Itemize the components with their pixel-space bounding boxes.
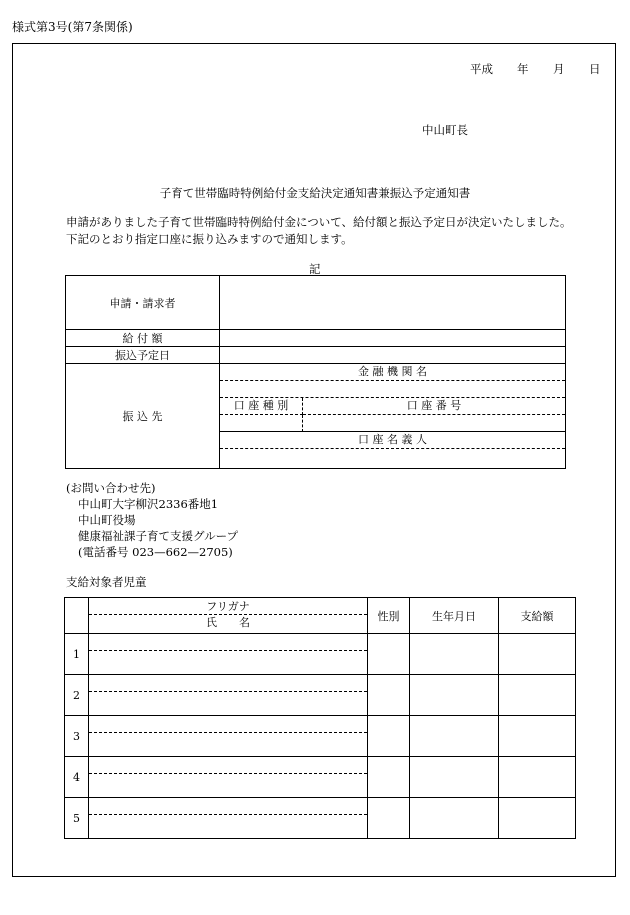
date-year: 年 bbox=[517, 62, 529, 76]
applicant-label: 申請・請求者 bbox=[66, 276, 220, 330]
row-number: 2 bbox=[65, 675, 89, 716]
contact-phone: (電話番号 023—662—2705) bbox=[78, 545, 233, 559]
child-gender-cell bbox=[368, 634, 410, 675]
child-birthdate-cell bbox=[410, 675, 499, 716]
bank-name-label: 金 融 機 関 名 bbox=[220, 364, 565, 381]
children-heading: 支給対象者児童 bbox=[66, 575, 147, 589]
ki-heading: 記 bbox=[309, 262, 321, 276]
child-name-cell bbox=[89, 716, 368, 757]
full-name-header: 氏 名 bbox=[206, 616, 250, 629]
child-gender-cell bbox=[368, 675, 410, 716]
child-gender-cell bbox=[368, 716, 410, 757]
name-header bbox=[89, 598, 368, 634]
child-birthdate-cell bbox=[410, 798, 499, 839]
number-header bbox=[65, 598, 89, 634]
body-line-1: 申請がありました子育て世帯臨時特例給付金について、給付額と振込予定日が決定いたしました。 bbox=[66, 215, 572, 229]
destination-details bbox=[220, 364, 566, 469]
payment-header: 支給額 bbox=[499, 598, 576, 634]
birthdate-header: 生年月日 bbox=[410, 598, 499, 634]
applicant-value bbox=[220, 276, 566, 330]
amount-value bbox=[220, 330, 566, 347]
child-birthdate-cell bbox=[410, 716, 499, 757]
child-birthdate-cell bbox=[410, 757, 499, 798]
account-number-label: 口 座 番 号 bbox=[303, 398, 565, 415]
account-holder-value bbox=[220, 449, 565, 467]
amount-label: 給 付 額 bbox=[66, 330, 220, 347]
main-info-table bbox=[65, 275, 566, 469]
account-type-label: 口 座 種 別 bbox=[220, 398, 303, 415]
child-payment-cell bbox=[499, 634, 576, 675]
date-era: 平成 bbox=[470, 62, 493, 76]
contact-department: 健康福祉課子育て支援グループ bbox=[78, 529, 239, 543]
child-name-cell bbox=[89, 757, 368, 798]
issuer-name: 中山町長 bbox=[422, 123, 468, 137]
child-payment-cell bbox=[499, 798, 576, 839]
child-gender-cell bbox=[368, 757, 410, 798]
contact-heading: (お問い合わせ先) bbox=[66, 481, 156, 495]
account-number-value bbox=[303, 415, 565, 432]
bank-name-value bbox=[220, 381, 565, 398]
child-name-cell bbox=[89, 675, 368, 716]
child-payment-cell bbox=[499, 675, 576, 716]
child-payment-cell bbox=[499, 757, 576, 798]
body-line-2: 下記のとおり指定口座に振り込みますので通知します。 bbox=[66, 232, 353, 246]
contact-office: 中山町役場 bbox=[78, 513, 136, 527]
transfer-date-value bbox=[220, 347, 566, 364]
gender-header: 性別 bbox=[368, 598, 410, 634]
row-number: 3 bbox=[65, 716, 89, 757]
date-day: 日 bbox=[589, 62, 601, 76]
document-title: 子育て世帯臨時特例給付金支給決定通知書兼振込予定通知書 bbox=[159, 186, 471, 200]
child-name-cell bbox=[89, 798, 368, 839]
destination-label: 振 込 先 bbox=[66, 364, 220, 469]
child-birthdate-cell bbox=[410, 634, 499, 675]
form-number-label: 様式第3号(第7条関係) bbox=[12, 20, 133, 34]
date-month: 月 bbox=[553, 62, 565, 76]
transfer-date-label: 振込予定日 bbox=[66, 347, 220, 364]
account-holder-label: 口 座 名 義 人 bbox=[220, 432, 565, 449]
row-number: 5 bbox=[65, 798, 89, 839]
furigana-header: フリガナ bbox=[89, 600, 367, 615]
child-name-cell bbox=[89, 634, 368, 675]
children-table bbox=[64, 597, 576, 839]
row-number: 1 bbox=[65, 634, 89, 675]
contact-address: 中山町大字柳沢2336番地1 bbox=[78, 497, 219, 511]
row-number: 4 bbox=[65, 757, 89, 798]
account-type-value bbox=[220, 415, 303, 432]
child-payment-cell bbox=[499, 716, 576, 757]
child-gender-cell bbox=[368, 798, 410, 839]
